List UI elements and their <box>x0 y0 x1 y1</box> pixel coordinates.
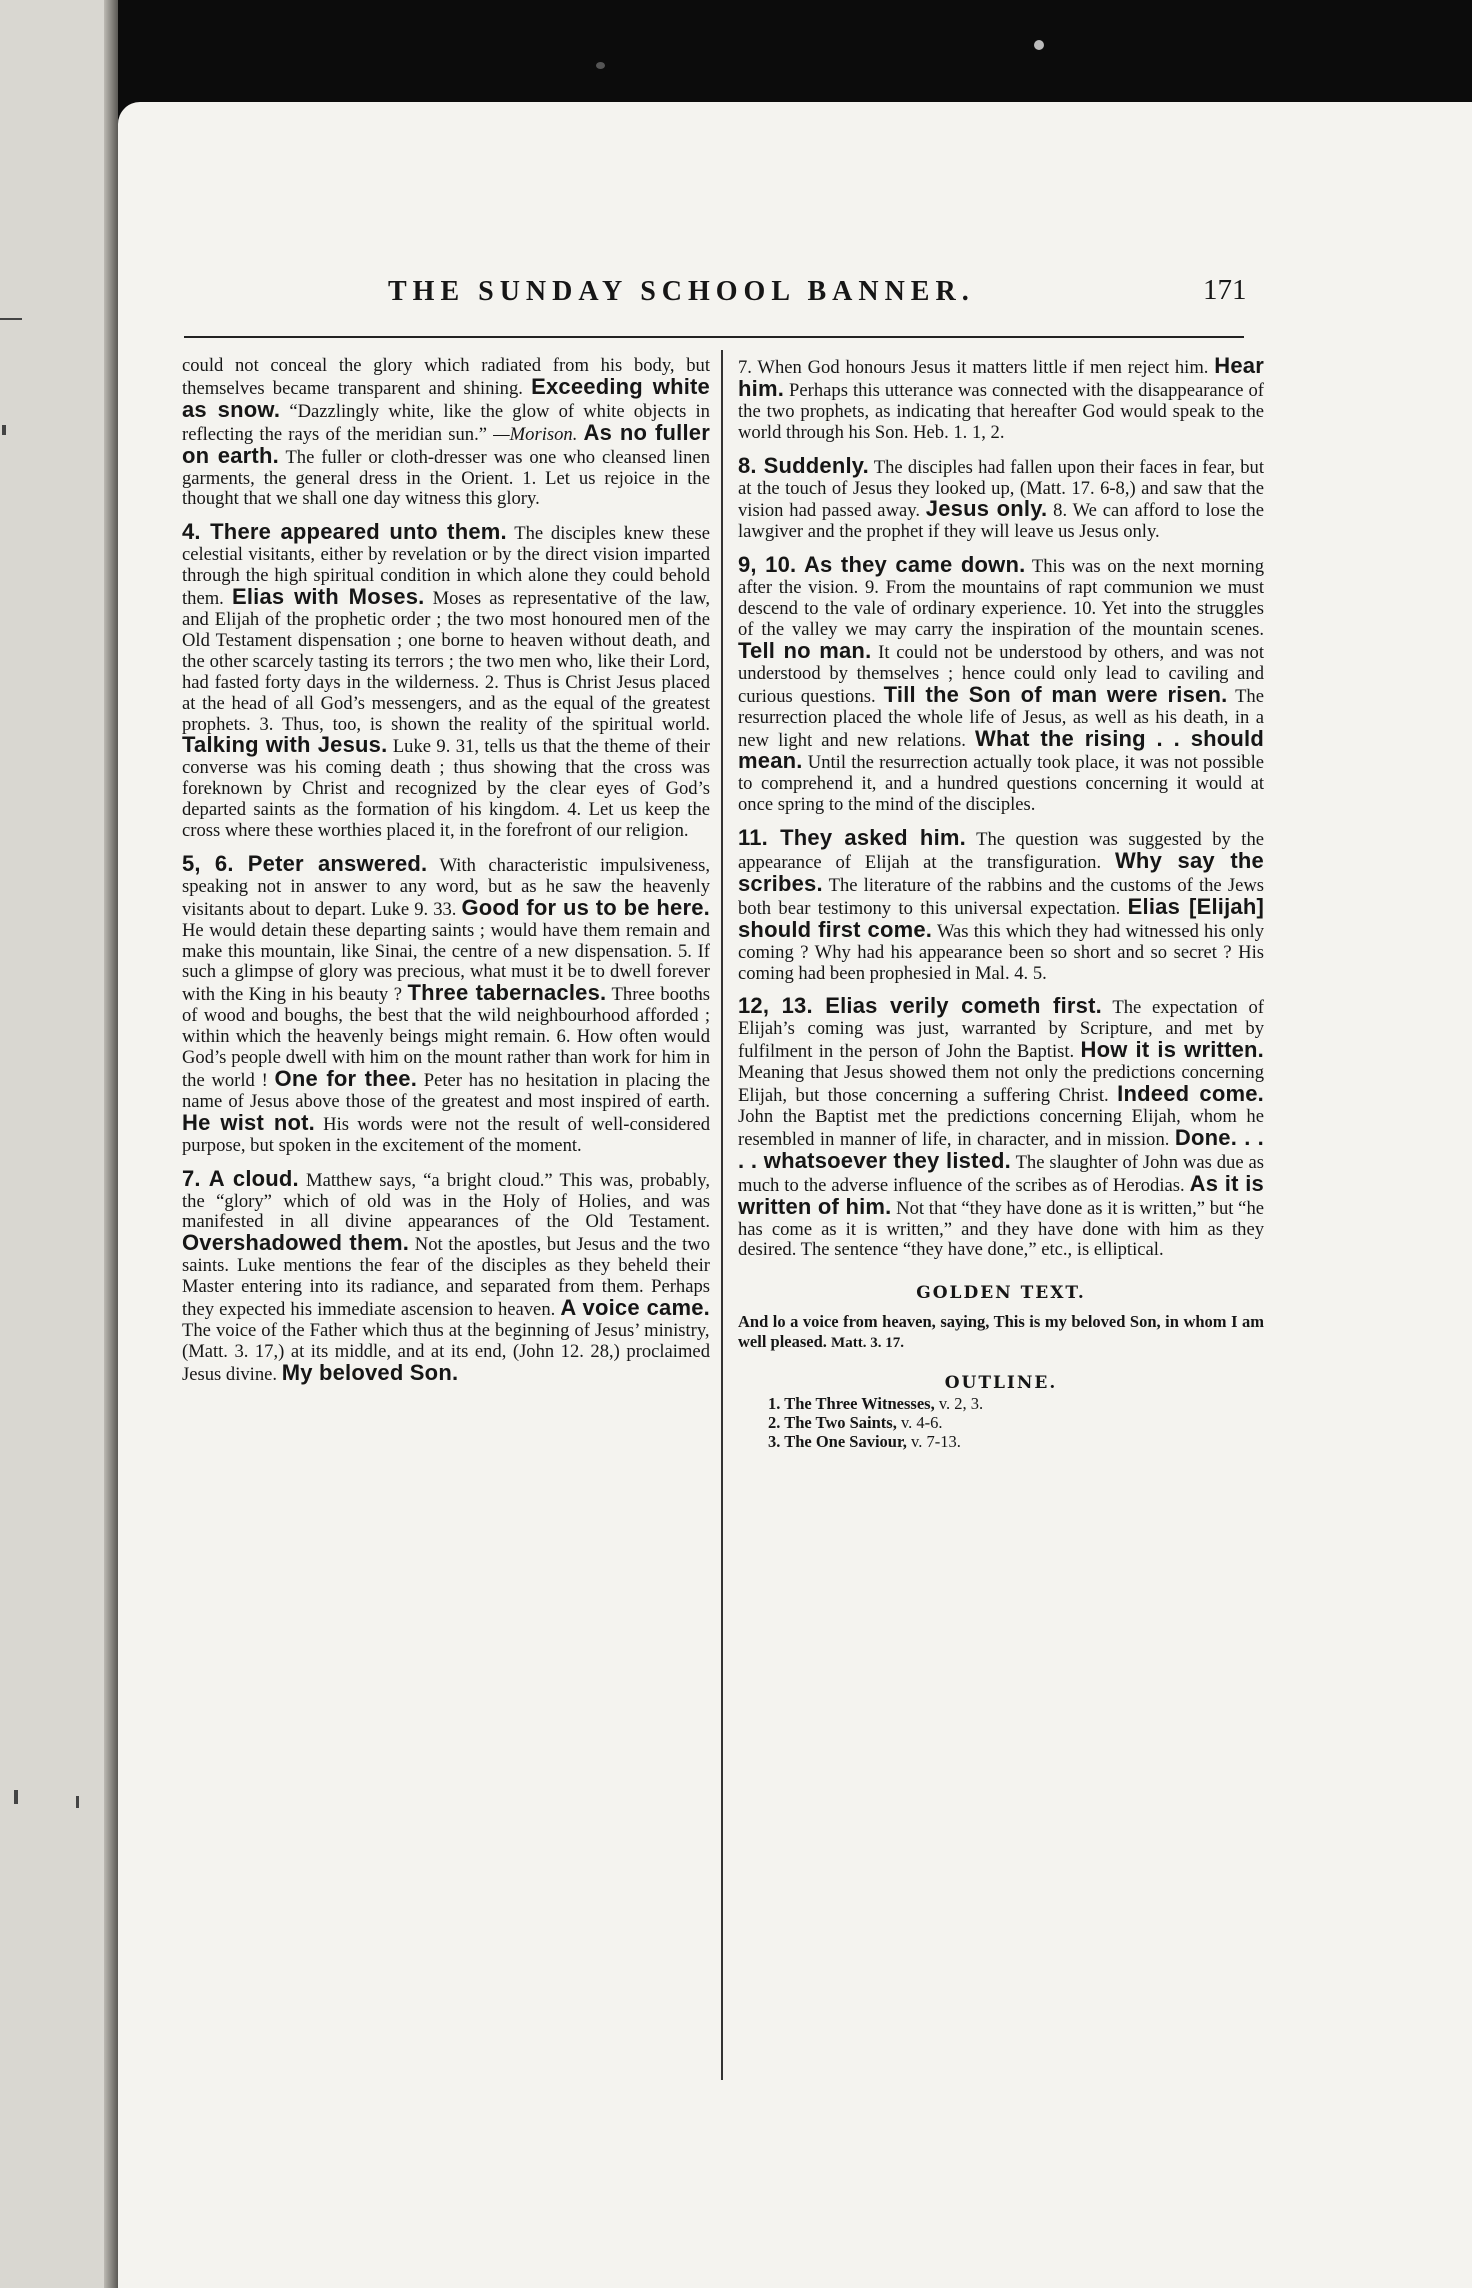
header-rule <box>184 336 1244 338</box>
body-text: Was this which they had witnessed his only coming ? Why had his appearance been so short and so secret ? His coming had been prophesied in Mal. 4. 5. <box>738 920 1264 984</box>
outline-item <box>768 1394 1264 1413</box>
paragraph <box>182 519 710 842</box>
body-text: Matthew says, “a bright cloud.” This was, probably, the “glory” which of old was in the Holy of Holies, and was manifested in all divine appearances of the Old Testament. <box>182 1169 710 1233</box>
lemma-heading: Elias with Moses. <box>231 584 425 610</box>
lemma-heading: Tell no man. <box>738 637 872 663</box>
outline-item <box>768 1413 1264 1432</box>
margin-mark <box>2 425 6 435</box>
outline-title: The Three Witnesses, <box>784 1394 935 1414</box>
paragraph <box>738 552 1265 816</box>
lemma-heading: Jesus only. <box>925 496 1048 522</box>
body-text: The expectation of Elijah’s coming was just, warranted by Scripture, and met by fulfilment in the person of John the Baptist. <box>738 997 1264 1063</box>
body-text: The slaughter of John was due as much to the adverse influence of the scribes as of Herodias. <box>738 1151 1264 1196</box>
right-column-text <box>738 353 1265 1261</box>
margin-mark <box>0 318 22 320</box>
body-text: His words were not the result of well-considered purpose, but spoken in the excitement of the moment. <box>182 1113 711 1156</box>
body-text: The disciples had fallen upon their faces in fear, but at the touch of Jesus they looked up, (Matt. 17. 6-8,) and saw that the vision had passed away. <box>738 456 1264 522</box>
lemma-heading: Overshadowed them. <box>182 1230 410 1256</box>
golden-text-verse: And lo a voice from heaven, saying, This is my beloved Son, in whom I am well pleased. <box>738 1312 1264 1352</box>
body-text: 7. When God honours Jesus it matters little if men reject him. <box>738 357 1215 378</box>
paragraph <box>738 353 1264 444</box>
lemma-heading: My beloved Son. <box>281 1359 459 1385</box>
body-text: Peter has no hesitation in placing the name of Jesus above those of the greatest and most inspired of earth. <box>182 1070 711 1112</box>
body-text: 8. We can afford to lose the lawgiver and the prophet if they will leave us Jesus only. <box>738 500 1264 543</box>
paragraph <box>738 993 1264 1261</box>
body-text: It could not be understood by others, and was not understood by themselves ; hence could only lead to caviling and curious questions. <box>738 641 1264 707</box>
lemma-heading: Indeed come. <box>1117 1081 1264 1107</box>
lemma-heading: Elias [Elijah] should first come. <box>738 893 1264 942</box>
page-fold-shadow <box>104 0 118 2288</box>
speck <box>1034 40 1044 50</box>
lemma-heading: Done. . . . . whatsoever they listed. <box>738 1124 1264 1173</box>
outline-reference: v. 7-13. <box>906 1432 961 1452</box>
outline-number: 2. <box>768 1413 785 1433</box>
lemma-heading: Why say the scribes. <box>738 848 1264 896</box>
speck <box>596 62 605 69</box>
outline-title: The One Saviour, <box>784 1432 907 1452</box>
margin-mark <box>14 1790 18 1804</box>
body-text: Meaning that Jesus showed them not only the predictions concerning Elijah, but those concerning a suffering Christ. <box>738 1062 1264 1107</box>
lemma-heading: 5, 6. Peter answered. <box>182 850 428 876</box>
lemma-heading: A voice came. <box>560 1295 710 1321</box>
outline-number: 3. <box>768 1432 785 1452</box>
outline-reference: v. 4-6. <box>896 1413 943 1433</box>
body-text: The disciples knew these celestial visitants, either by revelation or by the direct vision imparted through the high spiritual condition in which alone they could behold them. <box>182 523 710 610</box>
lemma-heading: Hear him. <box>738 353 1264 401</box>
journal-title: THE SUNDAY SCHOOL BANNER. <box>388 276 975 307</box>
lemma-heading: 7. A cloud. <box>182 1165 299 1191</box>
body-text: “Dazzlingly white, like the glow of white objects in reflecting the rays of the meridian sun.” <box>182 400 710 445</box>
lemma-heading: 4. There appeared unto them. <box>182 519 507 545</box>
body-text: The literature of the rabbins and the customs of the Jews both bear testimony to this universal expectation. <box>738 874 1264 919</box>
lemma-heading: What the rising . . should mean. <box>738 725 1264 774</box>
lemma-heading: 12, 13. Elias verily cometh first. <box>738 993 1102 1019</box>
golden-text-heading: GOLDEN TEXT. <box>916 1283 1086 1304</box>
body-text: With characteristic impulsiveness, speaking not in answer to any word, but as he saw the heavenly visitants about to depart. Luke 9. 33. <box>182 854 710 920</box>
lemma-heading: 9, 10. As they came down. <box>738 552 1026 578</box>
body-text: could not conceal the glory which radiated from his body, but themselves became transparent and shining. <box>182 355 710 399</box>
lemma-heading: One for thee. <box>274 1066 418 1091</box>
lemma-heading: 11. They asked him. <box>738 825 966 851</box>
paragraph <box>182 356 710 510</box>
lemma-heading: Three tabernacles. <box>407 980 607 1006</box>
lemma-heading: How it is written. <box>1080 1037 1264 1063</box>
lemma-heading: Exceeding white as snow. <box>182 373 710 422</box>
outline-item <box>768 1432 1264 1451</box>
body-text: Not that “they have done as it is written,” but “he has come as it is written,” and they have done with him as they desired. The sentence “they have done,” etc., is elliptical. <box>738 1197 1264 1261</box>
paragraph <box>182 850 711 1157</box>
body-text: Perhaps this utterance was connected with the disappearance of the two prophets, as indicating that hereafter God would speak to the world through his Son. Heb. 1. 1, 2. <box>738 379 1264 443</box>
outline-reference: v. 2, 3. <box>934 1394 984 1414</box>
body-text: The question was suggested by the appearance of Elijah at the transfiguration. <box>738 829 1264 874</box>
body-text: John the Baptist met the predictions concerning Elijah, whom he resembled in manner of life, in character, and in mission. <box>738 1106 1264 1150</box>
right-column <box>738 353 1265 1452</box>
lemma-heading: Till the Son of man were risen. <box>883 681 1228 707</box>
golden-text-body <box>738 1312 1264 1353</box>
outline-list <box>738 1394 1264 1451</box>
page-number: 171 <box>1203 274 1247 306</box>
body-text: This was on the next morning after the vision. 9. From the mountains of rapt communion we must descend to the vale of ordinary experience. 10. Yet into the struggles of the valley we may carry the inspiration of the mountain scenes. <box>738 556 1265 640</box>
body-text: The fuller or cloth-dresser was one who cleansed linen garments, the general dress in the Orient. 1. Let us rejoice in the thought that we shall one day witness this glory. <box>182 446 710 510</box>
body-text: Luke 9. 31, tells us that the theme of their converse was his coming death ; thus showing that the cross was foreknown by Christ and recognized by the clear eyes of God’s departed saints as the formation of his kingdom. 4. Let us keep the cross where these worthies placed it, in the forefront of our religion. <box>182 736 710 842</box>
lemma-heading: Talking with Jesus. <box>182 732 388 758</box>
left-column <box>182 356 710 1386</box>
column-divider <box>721 350 723 2080</box>
body-text: Three booths of wood and boughs, the best that the wild neighbourhood afforded ; within which the heavenly beings might remain. 6. How often would God’s people dwell with him on the mount rather than work for him in the world ! <box>182 984 710 1091</box>
body-text: Moses as representative of the law, and Elijah of the prophetic order ; the two most honoured men of the Old Testament dispensation ; one borne to heaven without death, and the other scarcely tasting its terrors ; the two men who, like their Lord, had fasted forty days in the wilderness. 2. Thus is Christ Jesus placed at the head of all God’s messengers, and as the equal of the greatest prophets. 3. Thus, too, is shown the reality of the spiritual world. <box>182 588 710 735</box>
paragraph <box>738 452 1264 544</box>
margin-mark <box>76 1796 79 1808</box>
body-text: He would detain these departing saints ; would have them remain and make this mountain, like Sinai, the centre of a new dispensation. 5. If such a glimpse of glory was precious, what must it be to dwell forever with the King in his beauty ? <box>182 919 710 1006</box>
lemma-heading: As it is written of him. <box>738 1170 1264 1219</box>
citation: —Morison. <box>493 423 578 445</box>
lemma-heading: Good for us to be here. <box>461 894 710 920</box>
body-text: The voice of the Father which thus at the beginning of Jesus’ ministry, (Matt. 3. 17,) at its middle, and at its end, (John 12. 28,) proclaimed Jesus divine. <box>182 1319 710 1385</box>
body-text: The resurrection placed the whole life of Jesus, as well as his death, in a new light and new relations. <box>738 685 1264 751</box>
outline-number: 1. <box>768 1394 785 1414</box>
golden-text-reference: Matt. 3. 17. <box>831 1335 904 1352</box>
paragraph <box>182 1165 710 1386</box>
lemma-heading: As no fuller on earth. <box>182 419 710 468</box>
outline-title: The Two Saints, <box>784 1413 897 1433</box>
outline-heading: OUTLINE. <box>944 1373 1058 1394</box>
body-text: Until the resurrection actually took place, it was not possible to comprehend it, and a hundred questions concerning it would at once spring to the mind of the disciples. <box>738 752 1264 816</box>
body-text: Not the apostles, but Jesus and the two saints. Luke mentions the fear of the disciples as they beheld their Master entering into its radiance, and separated from them. Perhaps they expected his immediate ascension to heaven. <box>182 1234 710 1321</box>
adjacent-page-edge <box>0 0 118 2288</box>
lemma-heading: He wist not. <box>182 1109 315 1135</box>
lemma-heading: 8. Suddenly. <box>738 452 869 478</box>
paragraph <box>738 825 1264 984</box>
